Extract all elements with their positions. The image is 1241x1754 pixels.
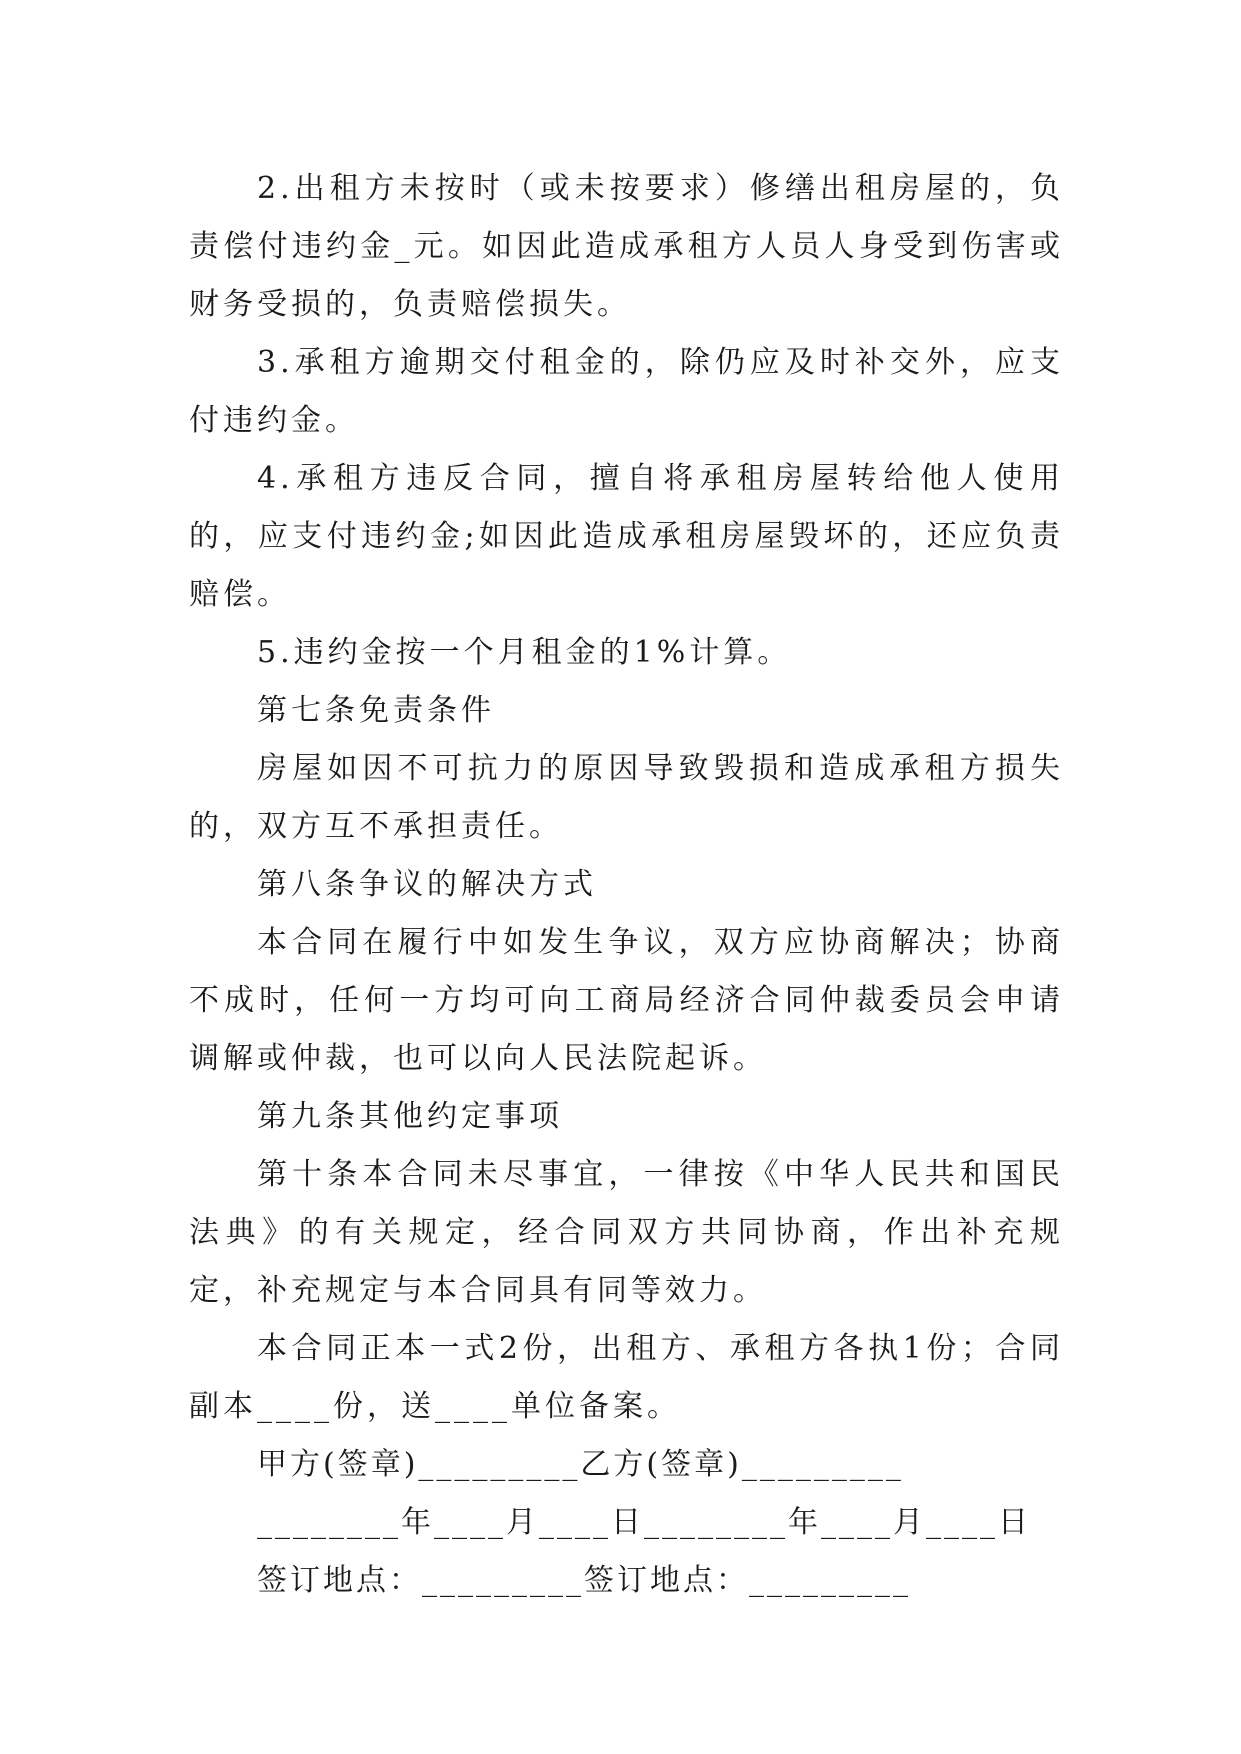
clause-2-repair-breach: 2.出租方未按时（或未按要求）修缮出租房屋的，负责偿付违约金_元。如因此造成承租方人员人身受到伤害或财务受损的，负责赔偿损失。 [189, 171, 1064, 322]
article-9-heading: 第九条其他约定事项 [257, 1099, 563, 1134]
copies-clause: 本合同正本一式2份，出租方、承租方各执1份；合同副本____份，送____单位备案。 [189, 1331, 1064, 1424]
signature-line: 甲方(签章)_________乙方(签章)_________ [257, 1447, 904, 1482]
article-10-body: 第十条本合同未尽事宜，一律按《中华人民共和国民法典》的有关规定，经合同双方共同协商，作出补充规定，补充规定与本合同具有同等效力。 [189, 1157, 1064, 1308]
clause-3-late-rent: 3.承租方逾期交付租金的，除仍应及时补交外，应支付违约金。 [189, 345, 1064, 438]
article-7-heading: 第七条免责条件 [257, 693, 495, 728]
document-page [189, 160, 1064, 1610]
signing-place-line: 签订地点：_________签订地点：_________ [257, 1563, 911, 1598]
clause-5-penalty-rate: 5.违约金按一个月租金的1%计算。 [257, 635, 792, 670]
clause-4-unauthorized-sublet: 4.承租方违反合同，擅自将承租房屋转给他人使用的，应支付违约金;如因此造成承租房屋毁坏的，还应负责赔偿。 [189, 461, 1064, 612]
date-line: ________年____月____日________年____月____日 [257, 1505, 1031, 1540]
article-8-heading: 第八条争议的解决方式 [257, 867, 597, 902]
article-7-body: 房屋如因不可抗力的原因导致毁损和造成承租方损失的，双方互不承担责任。 [189, 751, 1064, 844]
article-8-body: 本合同在履行中如发生争议，双方应协商解决；协商不成时，任何一方均可向工商局经济合同仲裁委员会申请调解或仲裁，也可以向人民法院起诉。 [189, 925, 1064, 1076]
